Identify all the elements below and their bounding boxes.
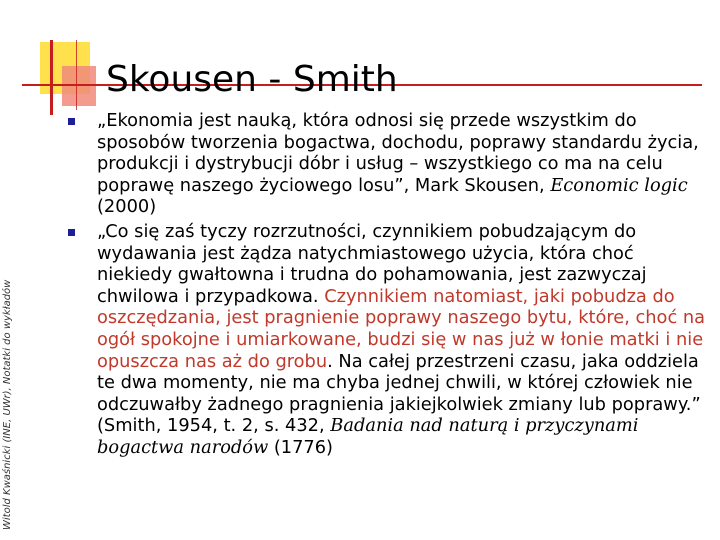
book-title: Economic logic bbox=[550, 174, 688, 196]
bullet-item bbox=[60, 221, 710, 459]
bullet-item bbox=[60, 110, 710, 218]
decor-vertical-line-thin bbox=[76, 40, 77, 110]
slide-title: Skousen - Smith bbox=[106, 59, 398, 100]
decor-red-square bbox=[62, 66, 96, 106]
square-bullet-icon bbox=[68, 118, 75, 125]
bullet-text: „Co się zaś tyczy rozrzutności, czynnikiem pobudzającym do wydawania jest żądza natychmiastowego użycia, która choć niekiedy gwałtowna i trudna do pohamowania, jest zazwyczaj chwilowa i przypadkowa. bbox=[97, 220, 647, 307]
bullet-list bbox=[60, 110, 710, 459]
side-note: Witold Kwaśnicki (INE, UWr), Notatki do wykładów bbox=[2, 279, 13, 530]
bullet-text-end: (1776) bbox=[268, 436, 333, 458]
decor-vertical-line bbox=[50, 40, 53, 115]
book-title: Badania nad naturą i przyczynami bogactwa narodów bbox=[97, 415, 639, 458]
bullet-text-end: (2000) bbox=[97, 196, 157, 218]
highlighted-text: Czynnikiem natomiast, jaki pobudza do oszczędzania, jest pragnienie poprawy naszego bytu, które, choć na ogół spokojne i umiarkowane, budzi się w nas już w łonie matki i nie opuszcza nas aż do grobu bbox=[97, 285, 706, 372]
square-bullet-icon bbox=[68, 229, 75, 236]
bullet-text-continued: . Na całej przestrzeni czasu, jaka oddziela te dwa momenty, nie ma chyba jednej chwili, w której człowiek nie odczuwałby żadnego pragnienia jakiejkolwiek zmiany lub poprawy.” (Smith, 1954, t. 2, s. 432, bbox=[97, 350, 701, 437]
bullet-text: „Ekonomia jest nauką, która odnosi się przede wszystkim do sposobów tworzenia bogactwa, dochodu, poprawy standardu życia, produkcji i dystrybucji dóbr i usług – wszystkiego co ma na celu poprawę naszego życiowego losu”, Mark Skousen, bbox=[97, 110, 699, 196]
